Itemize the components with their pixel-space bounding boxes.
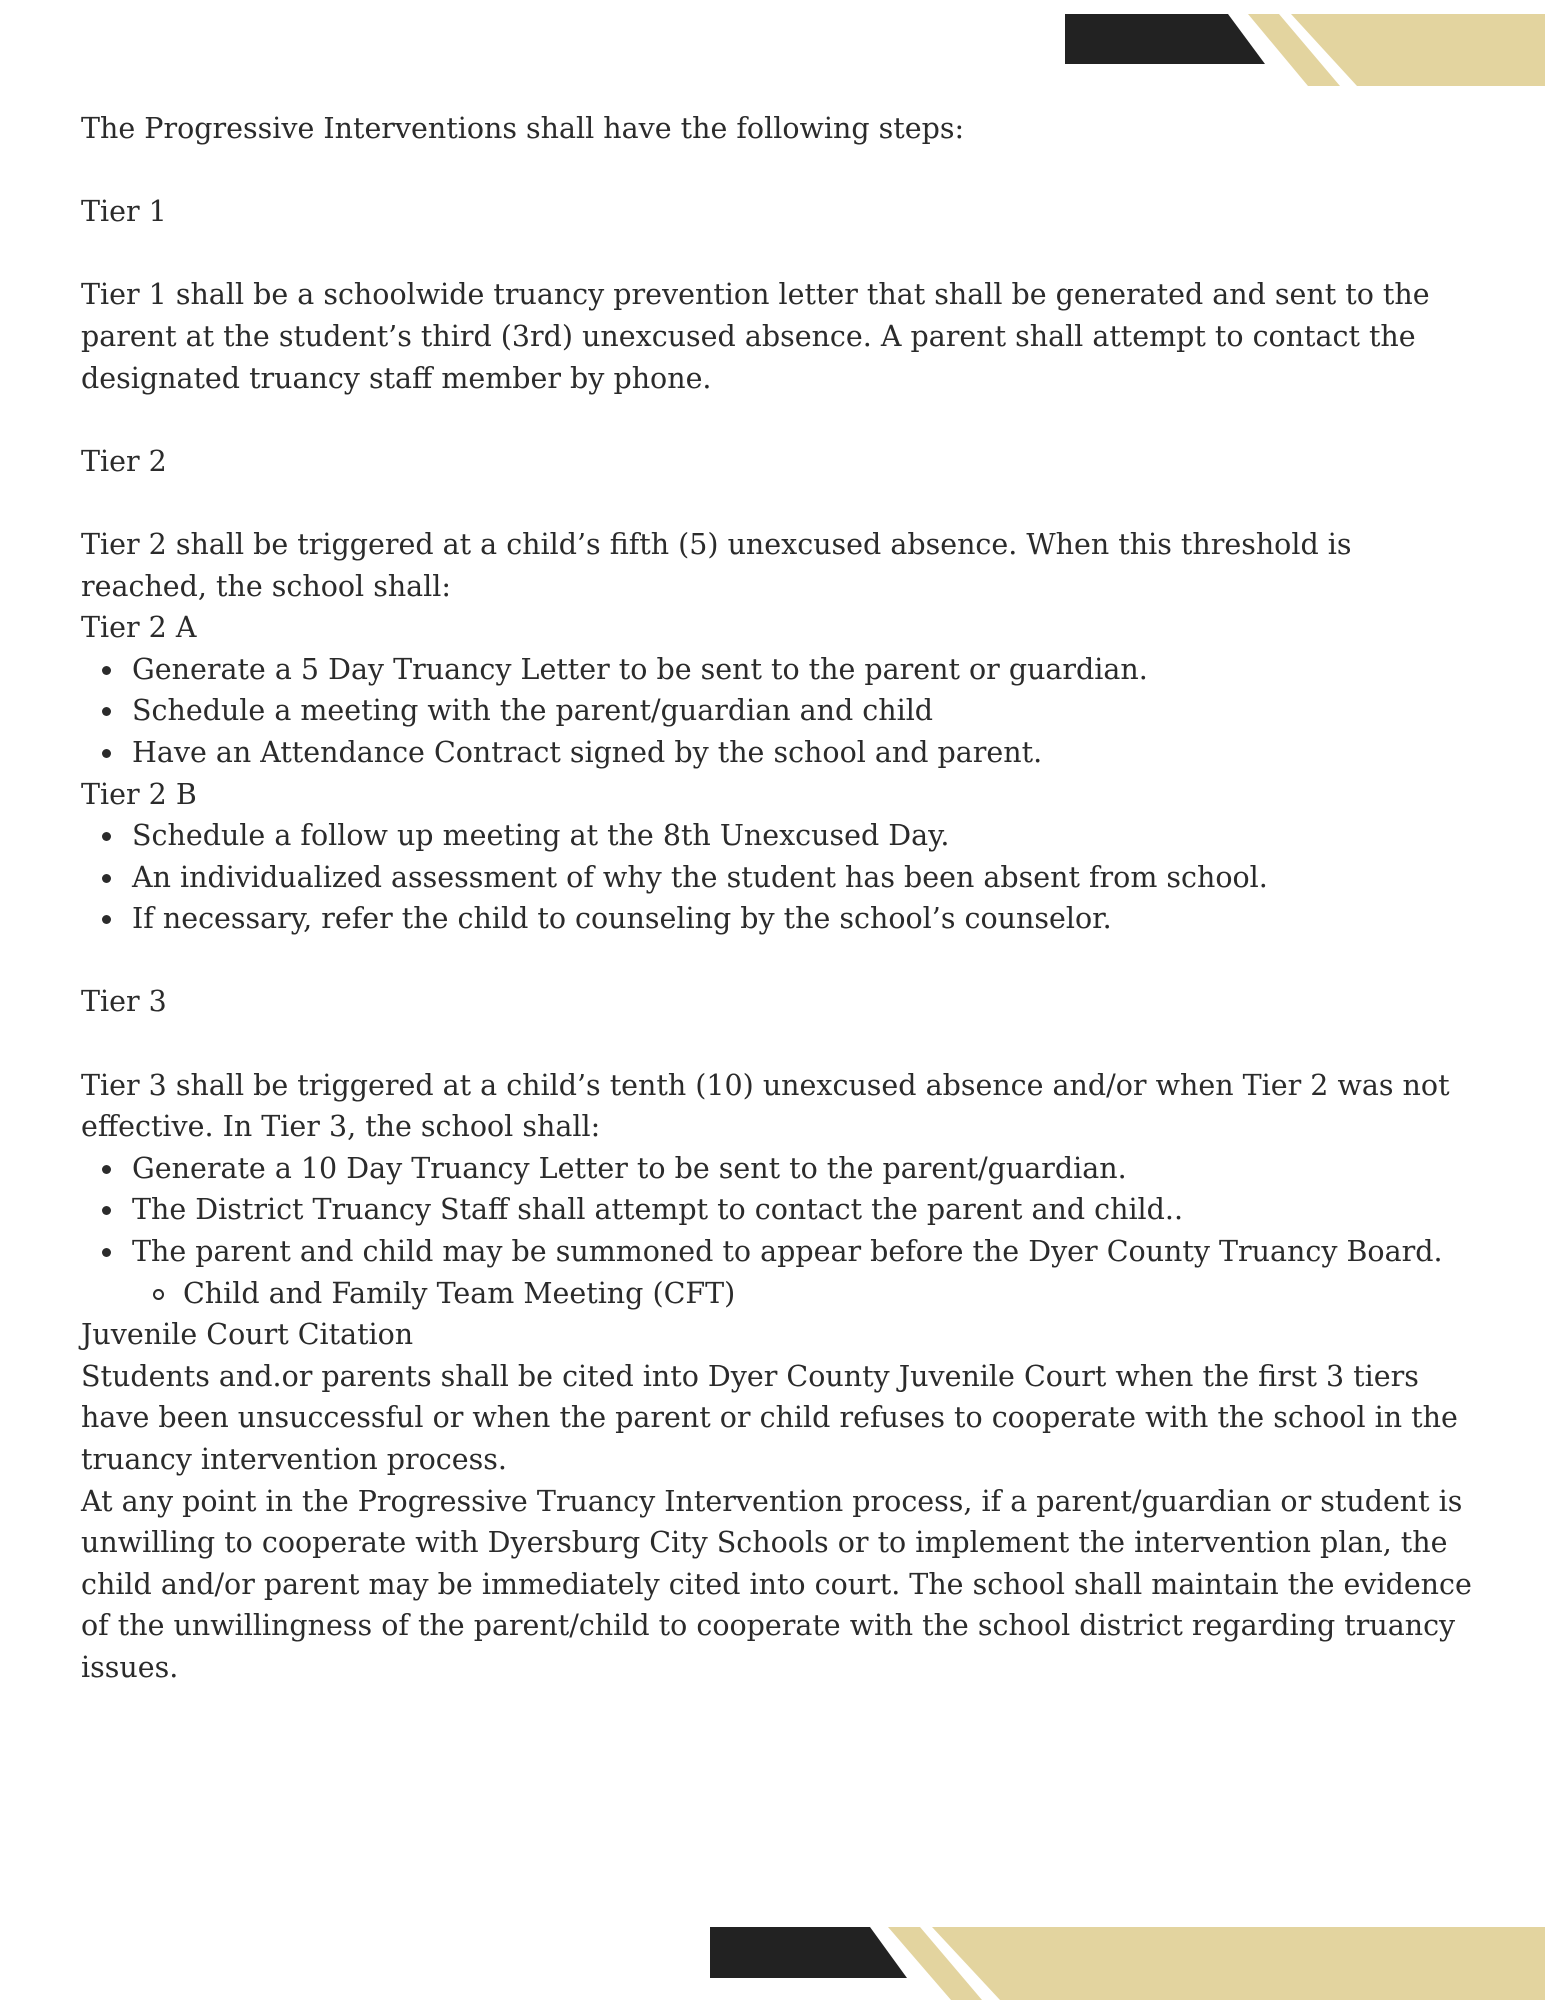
top-banner-dark-block: [1065, 14, 1265, 64]
tier-3-body: Tier 3 shall be triggered at a child’s tenth (10) unexcused absence and/or when Tier 2 was not effective. In Tier 3, the school shall:: [81, 1068, 1450, 1144]
list-item: Schedule a follow up meeting at the 8th Unexcused Day.: [132, 815, 1481, 857]
tier-2-body: Tier 2 shall be triggered at a child’s fifth (5) unexcused absence. When this threshold is reached, the school shall:: [81, 527, 1352, 603]
bottom-decorative-banner: [710, 1925, 1545, 2000]
court-citation-body-2: At any point in the Progressive Truancy Intervention process, if a parent/guardian or student is unwilling to cooperate with Dyersburg City Schools or to implement the intervention plan, the child and/or parent may be immediately cited into court. The school shall maintain the evidence of the unwillingness of the parent/child to cooperate with the school district regarding truancy issues.: [81, 1484, 1472, 1684]
tier-3-list: [81, 1148, 1481, 1273]
list-item: Have an Attendance Contract signed by the school and parent.: [132, 732, 1481, 774]
tier-1-heading: Tier 1: [81, 195, 167, 229]
list-item: The parent and child may be summoned to appear before the Dyer County Truancy Board.: [132, 1231, 1481, 1273]
document-body: [81, 108, 1481, 1689]
tier-2a-heading: Tier 2 A: [81, 611, 197, 645]
spacer: [81, 1023, 1481, 1065]
list-item: An individualized assessment of why the student has been absent from school.: [132, 857, 1481, 899]
spacer: [81, 233, 1481, 275]
sub-list-item: Child and Family Team Meeting (CFT): [183, 1273, 1481, 1315]
spacer: [81, 940, 1481, 982]
list-item: If necessary, refer the child to counseling by the school’s counselor.: [132, 898, 1481, 940]
tier-3-sublist: [81, 1273, 1481, 1315]
list-item: Generate a 5 Day Truancy Letter to be sent to the parent or guardian.: [132, 649, 1481, 691]
tier-1-body: Tier 1 shall be a schoolwide truancy prevention letter that shall be generated and sent to the parent at the student’s third (3rd) unexcused absence. A parent shall attempt to contact the designated truancy staff member by phone.: [81, 278, 1430, 395]
list-item: Schedule a meeting with the parent/guardian and child: [132, 690, 1481, 732]
intro-text: The Progressive Interventions shall have the following steps:: [81, 112, 965, 145]
tier-2a-list: [81, 649, 1481, 774]
court-citation-heading: Juvenile Court Citation: [81, 1318, 414, 1352]
list-item: The District Truancy Staff shall attempt to contact the parent and child..: [132, 1189, 1481, 1231]
spacer: [81, 482, 1481, 524]
court-citation-body: Students and.or parents shall be cited into Dyer County Juvenile Court when the first 3 tiers have been unsuccessful or when the parent or child refuses to cooperate with the school in the truancy intervention process.: [81, 1359, 1458, 1476]
spacer: [81, 399, 1481, 441]
bottom-banner-dark-block: [710, 1927, 907, 1978]
tier-2-heading: Tier 2: [81, 444, 167, 478]
tier-2b-heading: Tier 2 B: [81, 777, 197, 811]
list-item: Generate a 10 Day Truancy Letter to be sent to the parent/guardian.: [132, 1148, 1481, 1190]
tier-3-heading: Tier 3: [81, 985, 167, 1019]
top-decorative-banner: [1065, 12, 1545, 88]
tier-2b-list: [81, 815, 1481, 940]
bottom-banner-gold-block: [932, 1927, 1545, 2000]
spacer: [81, 150, 1481, 192]
